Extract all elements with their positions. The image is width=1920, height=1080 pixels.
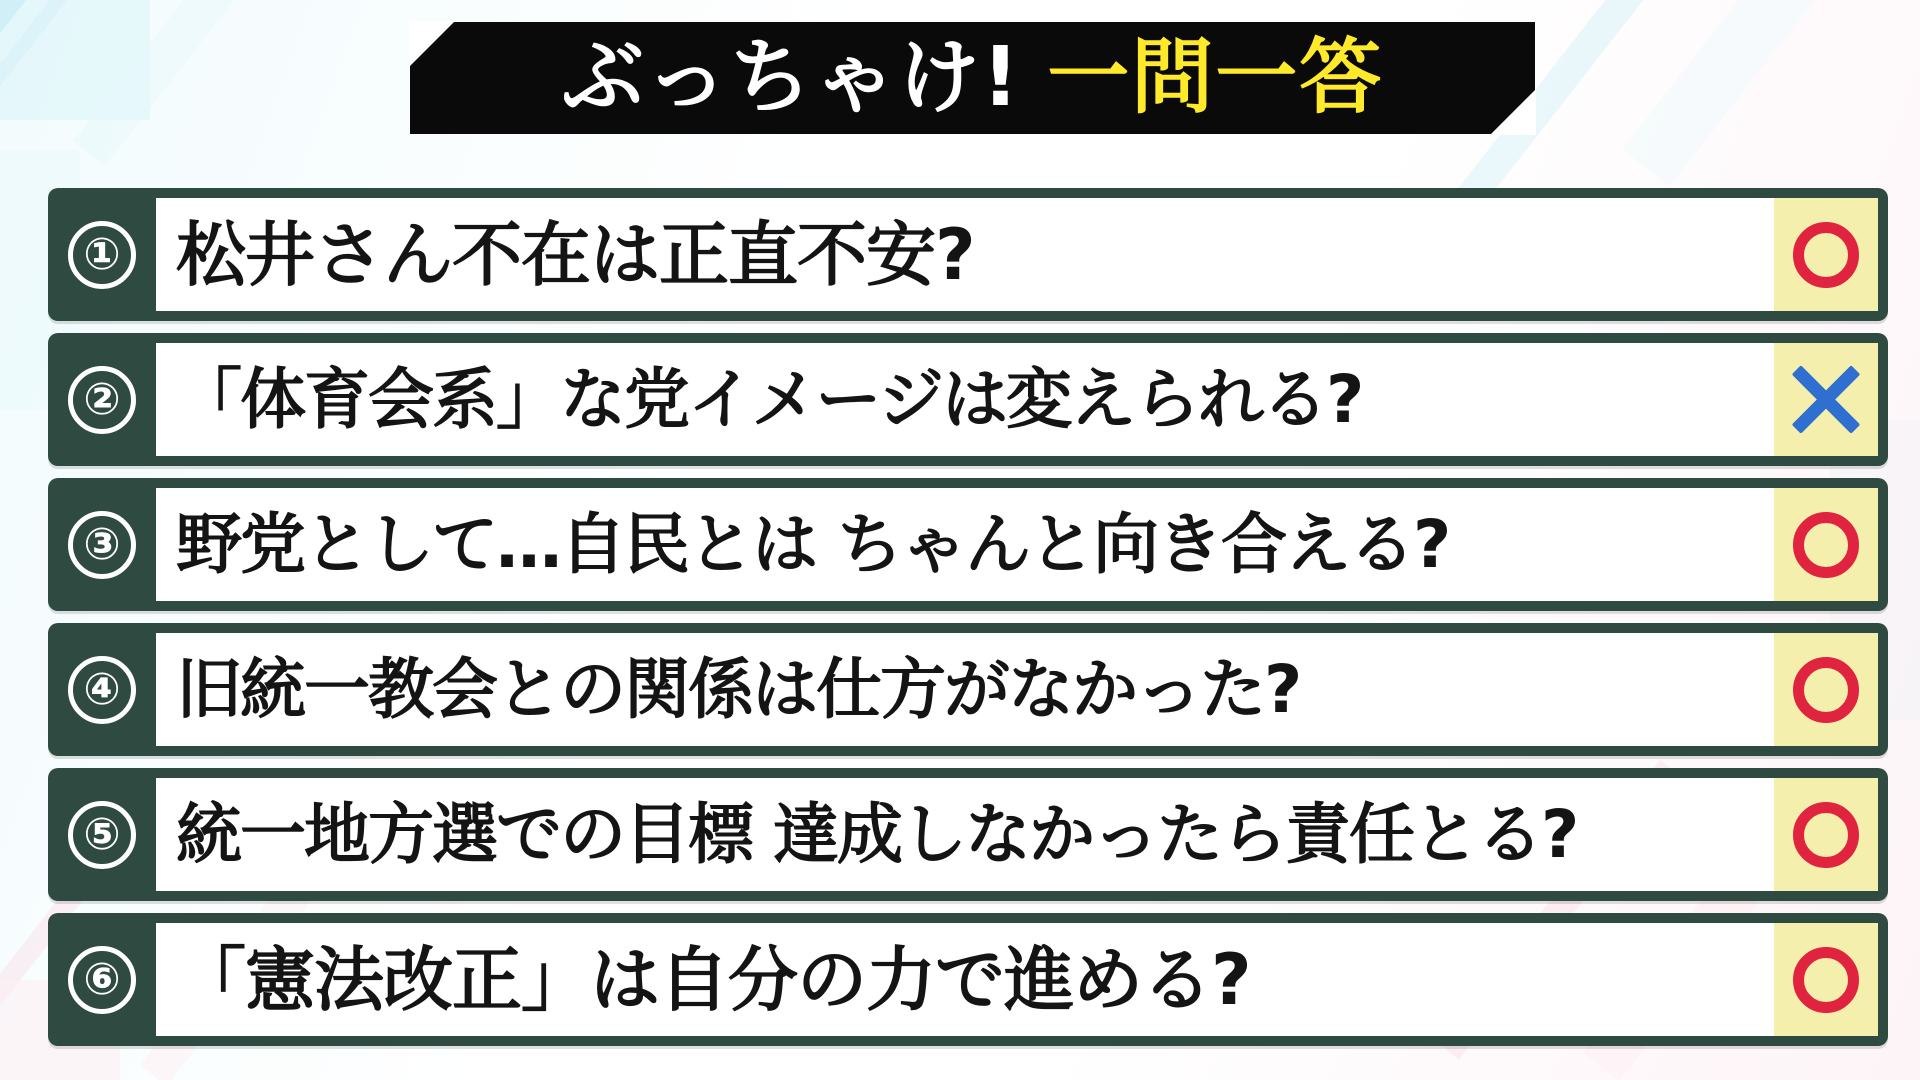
row-number-cell <box>48 913 156 1046</box>
question-text: 松井さん不在は正直不安? <box>176 213 975 296</box>
row-number-cell <box>48 478 156 611</box>
row-number-badge: ④ <box>68 656 136 724</box>
row-number-cell <box>48 623 156 756</box>
question-text: 野党として…自民とは ちゃんと向き合える? <box>176 505 1450 583</box>
question-list <box>48 188 1888 1058</box>
row-number-cell <box>48 188 156 321</box>
answer-cell <box>1774 488 1878 601</box>
question-cell <box>156 923 1774 1036</box>
answer-cell <box>1774 778 1878 891</box>
question-cell <box>156 488 1774 601</box>
question-text: 旧統一教会との関係は仕方がなかった? <box>176 650 1301 728</box>
table-row <box>48 913 1888 1046</box>
title-text-group <box>410 22 1535 134</box>
table-row <box>48 623 1888 756</box>
question-text: 「憲法改正」は自分の力で進める? <box>176 938 1251 1021</box>
question-cell <box>156 633 1774 746</box>
question-text: 統一地方選での目標 達成しなかったら責任とる? <box>176 795 1578 873</box>
table-row <box>48 478 1888 611</box>
maru-icon <box>1793 512 1859 578</box>
maru-icon <box>1793 222 1859 288</box>
answer-cell <box>1774 198 1878 311</box>
row-number-badge: ⑥ <box>68 946 136 1014</box>
answer-cell <box>1774 343 1878 456</box>
row-number-cell <box>48 333 156 466</box>
table-row <box>48 188 1888 321</box>
question-cell <box>156 343 1774 456</box>
title-accent: 一問一答 <box>1047 30 1384 125</box>
row-number-badge: ① <box>68 221 136 289</box>
question-cell <box>156 778 1774 891</box>
question-text: 「体育会系」な党イメージは変えられる? <box>176 360 1363 438</box>
title-main: ぶっちゃけ! <box>561 30 1022 125</box>
maru-icon <box>1793 947 1859 1013</box>
row-number-badge: ⑤ <box>68 801 136 869</box>
batsu-icon <box>1791 365 1861 435</box>
maru-icon <box>1793 657 1859 723</box>
table-row <box>48 768 1888 901</box>
answer-cell <box>1774 923 1878 1036</box>
maru-icon <box>1793 802 1859 868</box>
row-number-cell <box>48 768 156 901</box>
title-banner <box>410 22 1535 134</box>
table-row <box>48 333 1888 466</box>
answer-cell <box>1774 633 1878 746</box>
row-number-badge: ③ <box>68 511 136 579</box>
row-number-badge: ② <box>68 366 136 434</box>
question-cell <box>156 198 1774 311</box>
